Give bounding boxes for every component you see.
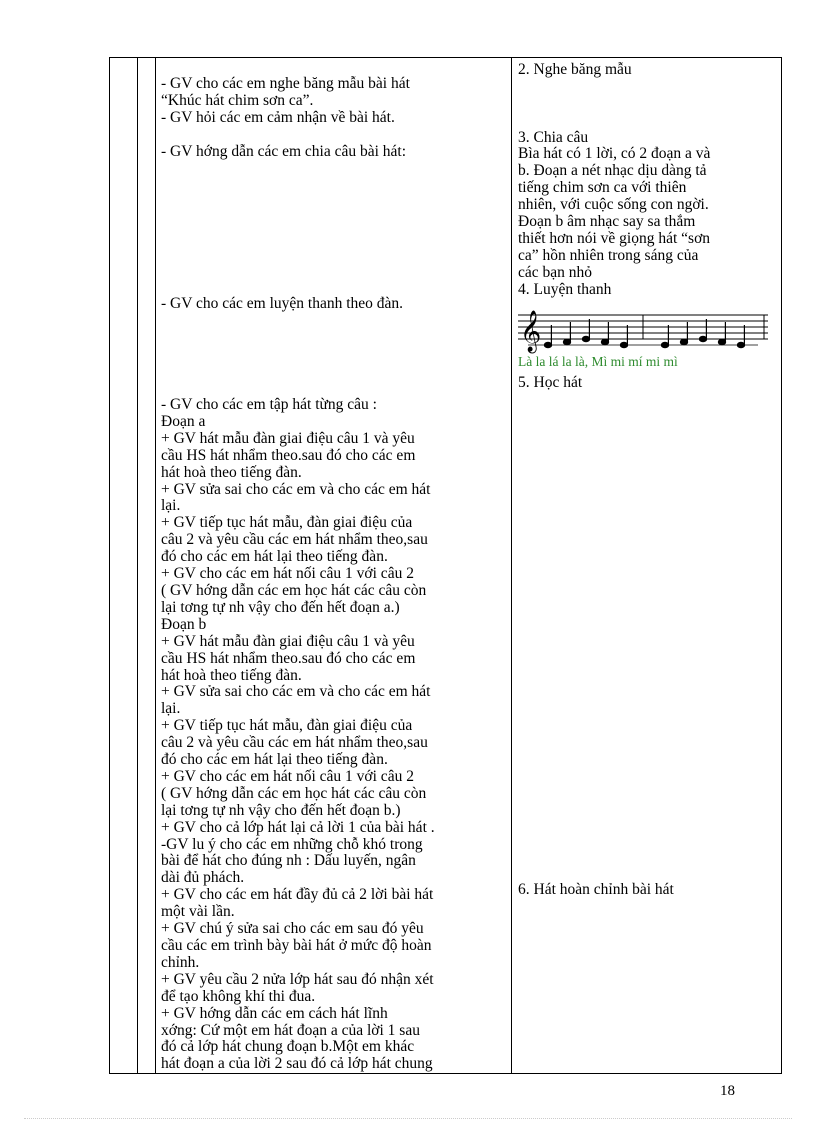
- activity-line: một vài lần.: [161, 903, 235, 921]
- activity-line: Đoạn a: [161, 412, 206, 430]
- teacher-activities-cell: [156, 58, 512, 1074]
- content-line: Đoạn b âm nhạc say sa thắm: [518, 213, 696, 231]
- activity-line: + GV tiếp tục hát mẫu, đàn giai điệu của: [161, 717, 413, 735]
- content-line: nhiên, với cuộc sống con ngời.: [518, 196, 709, 214]
- content-line: 3. Chia câu: [518, 128, 589, 146]
- activity-line: lại tơng tự nh vậy cho đến hết đoạn b.): [161, 801, 401, 819]
- activity-line: xớng: Cứ một em hát đoạn a của lời 1 sau: [161, 1021, 420, 1039]
- activity-line: hát hoà theo tiếng đàn.: [161, 463, 302, 481]
- activity-line: - GV cho các em luyện thanh theo đàn.: [161, 294, 404, 312]
- content-line: tiếng chim sơn ca với thiên: [518, 179, 687, 197]
- treble-clef-icon: 𝄞: [520, 310, 542, 352]
- content-top-lines: [518, 62, 781, 299]
- blank-line: [161, 161, 511, 178]
- content-line: ca” hồn nhiên trong sáng của: [518, 246, 699, 264]
- content-text: [512, 58, 781, 898]
- lesson-table: [109, 57, 782, 1074]
- section-hat-hoan-chinh: 6. Hát hoàn chỉnh bài hát: [518, 880, 674, 898]
- activity-line: - GV cho các em nghe băng mẫu bài hát: [161, 75, 410, 92]
- activity-line: + GV cho các em hát nối câu 1 với câu 2: [161, 767, 414, 785]
- activity-line: + GV sửa sai cho các em và cho các em hát: [161, 480, 431, 498]
- footer-divider: [24, 1118, 792, 1119]
- activity-line: + GV sửa sai cho các em và cho các em hát: [161, 683, 431, 701]
- content-line: thiết hơn nói về giọng hát “sơn: [518, 230, 711, 248]
- activity-line: - GV hớng dẫn các em chia câu bài hát:: [161, 142, 407, 160]
- activity-line: lại.: [161, 497, 181, 515]
- activity-line: ( GV hớng dẫn các em học hát các câu còn: [161, 581, 427, 599]
- activity-line: dài đủ phách.: [161, 869, 245, 887]
- content-cell: [512, 58, 782, 1074]
- activity-line: hát hoà theo tiếng đàn.: [161, 666, 302, 684]
- teacher-activities-text: [156, 58, 511, 1073]
- activity-line: chỉnh.: [161, 953, 200, 971]
- content-line: 2. Nghe băng mẫu: [518, 61, 632, 78]
- activity-line: bài để hát cho đúng nh : Dấu luyến, ngân: [161, 852, 416, 870]
- activity-line: + GV cho cả lớp hát lại cả lời 1 của bài hát .: [161, 818, 435, 836]
- activity-line: cầu HS hát nhẩm theo.sau đó cho các em: [161, 649, 416, 667]
- activity-line: + GV tiếp tục hát mẫu, đàn giai điệu của: [161, 514, 413, 532]
- activity-line: -GV lu ý cho các em những chỗ khó trong: [161, 835, 423, 853]
- empty-column-2: [138, 58, 156, 1074]
- spacer: [518, 392, 781, 882]
- activity-line: + GV yêu cầu 2 nửa lớp hát sau đó nhận xét: [161, 970, 434, 988]
- activity-line: câu 2 và yêu cầu các em hát nhẩm theo,sau: [161, 734, 428, 752]
- activity-line: lại tơng tự nh vậy cho đến hết đoạn a.): [161, 598, 400, 616]
- activity-line: - GV hỏi các em cảm nhận về bài hát.: [161, 108, 395, 126]
- activity-line: ( GV hớng dẫn các em học hát các câu còn: [161, 784, 427, 802]
- content-line: 4. Luyện thanh: [518, 280, 612, 298]
- blank-line: [161, 177, 511, 194]
- blank-line: [518, 113, 781, 130]
- blank-line: [161, 363, 511, 380]
- activity-line: + GV hát mẫu đàn giai điệu câu 1 và yêu: [161, 429, 415, 447]
- activity-line: “Khúc hát chim sơn ca”.: [161, 91, 314, 109]
- blank-line: [161, 380, 511, 397]
- activity-line: cầu các em trình bày bài hát ở mức độ hoàn: [161, 937, 432, 954]
- blank-line: [161, 211, 511, 228]
- content-line: b. Đoạn a nét nhạc dịu dàng tả: [518, 162, 707, 180]
- blank-line: [161, 127, 511, 144]
- music-staff-icon: [518, 303, 768, 357]
- solfa-syllables: Là la lá la là, Mì mi mí mi mì: [518, 353, 678, 369]
- activity-line: + GV chú ý sửa sai cho các em sau đó yêu: [161, 920, 424, 938]
- blank-line: [161, 194, 511, 211]
- activity-line: đó cho các em hát lại theo tiếng đàn.: [161, 751, 388, 769]
- activity-line: cầu HS hát nhẩm theo.sau đó cho các em: [161, 446, 416, 464]
- activity-line: để tạo không khí thi đua.: [161, 987, 316, 1005]
- blank-line: [161, 329, 511, 346]
- content-line: Bìa hát có 1 lời, có 2 đoạn a và: [518, 145, 711, 163]
- activity-line: + GV cho các em hát đầy đủ cả 2 lời bài hát: [161, 886, 434, 904]
- activity-line: câu 2 và yêu cầu các em hát nhẩm theo,sau: [161, 531, 428, 549]
- activity-line: hát đoạn a của lời 2 sau đó cả lớp hát chung: [161, 1055, 433, 1073]
- content-line: các bạn nhỏ: [518, 263, 593, 281]
- empty-column-1: [110, 58, 138, 1074]
- blank-line: [518, 96, 781, 113]
- blank-line: [518, 79, 781, 96]
- blank-line: [161, 262, 511, 279]
- page-number: 18: [720, 1083, 735, 1099]
- activity-line: lại.: [161, 700, 181, 718]
- activity-line: + GV cho các em hát nối câu 1 với câu 2: [161, 565, 414, 583]
- section-hoc-hat: 5. Học hát: [518, 373, 583, 391]
- activity-line: đó cho các em hát lại theo tiếng đàn.: [161, 548, 388, 566]
- blank-line: [161, 228, 511, 245]
- blank-line: [161, 245, 511, 262]
- blank-line: [161, 313, 511, 330]
- blank-line: [161, 346, 511, 363]
- activity-line: + GV hớng dẫn các em cách hát lĩnh: [161, 1004, 388, 1022]
- blank-line: [161, 279, 511, 296]
- vocal-warmup-staff: [518, 303, 768, 375]
- activity-line: + GV hát mẫu đàn giai điệu câu 1 và yêu: [161, 632, 415, 650]
- activity-line: - GV cho các em tập hát từng câu :: [161, 396, 377, 413]
- activity-line: Đoạn b: [161, 615, 207, 633]
- activity-line: đó cả lớp hát chung đoạn b.Một em khác: [161, 1038, 415, 1056]
